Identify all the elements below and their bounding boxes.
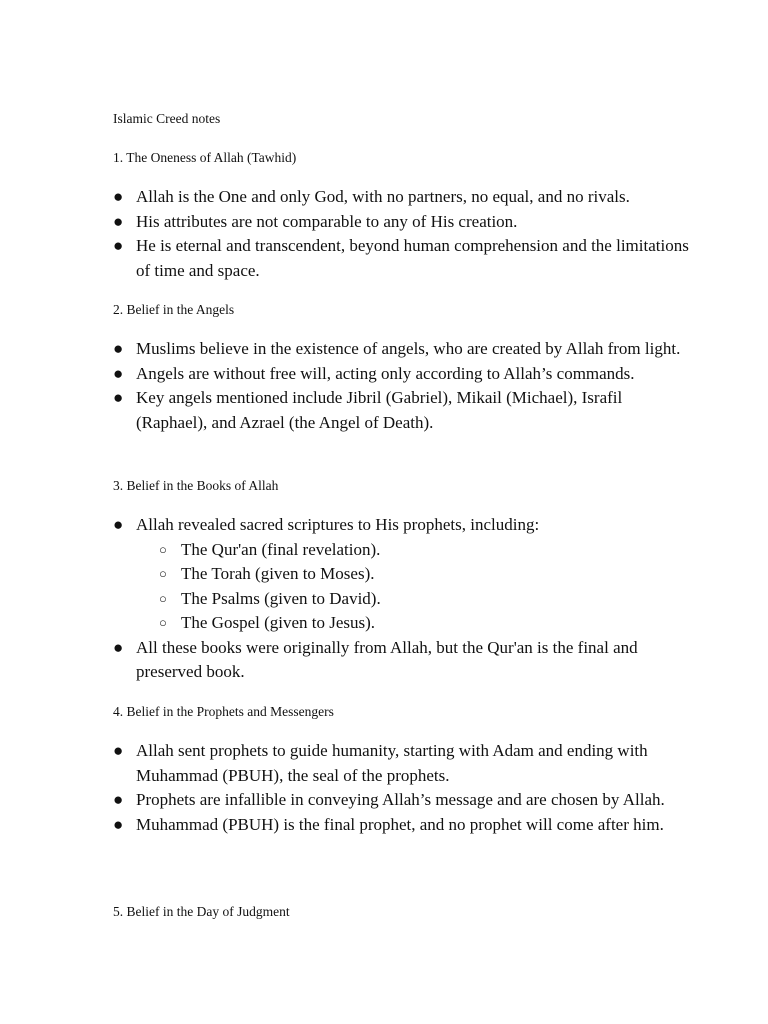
section-heading-books: 3. Belief in the Books of Allah — [113, 478, 279, 493]
list-item — [113, 337, 693, 362]
section-heading-judgment: 5. Belief in the Day of Judgment — [113, 904, 290, 919]
bullet-icon: ● — [113, 741, 124, 760]
bullet-icon: ● — [113, 814, 124, 834]
list-item-text: Angels are without free will, acting only according to Allah’s commands. — [136, 363, 635, 383]
list-item-text: Muslims believe in the existence of angels, who are created by Allah from light. — [136, 339, 681, 358]
list-item — [113, 739, 693, 788]
hollow-bullet-icon: ○ — [159, 566, 167, 581]
sublist-item-text: The Qur'an (final revelation). — [181, 539, 381, 559]
bullet-icon: ● — [113, 187, 124, 206]
section-list-angels — [113, 337, 693, 435]
list-item-text: Allah is the One and only God, with no partners, no equal, and no rivals. — [136, 187, 630, 206]
hollow-bullet-icon: ○ — [159, 541, 167, 557]
section-list-books — [113, 513, 693, 685]
list-item — [113, 234, 693, 283]
list-item-text: Muhammad (PBUH) is the final prophet, and no prophet will come after him. — [136, 814, 664, 834]
list-item-text: All these books were originally from Allah, but the Qur'an is the final and preserved book. — [136, 637, 638, 681]
sublist-item-text: The Torah (given to Moses). — [181, 564, 375, 583]
hollow-bullet-icon: ○ — [159, 590, 167, 606]
sublist-item — [136, 562, 693, 587]
books-sublist — [136, 538, 693, 636]
bullet-icon: ● — [113, 637, 124, 657]
list-item-text: His attributes are not comparable to any of His creation. — [136, 211, 518, 231]
list-item — [113, 185, 693, 210]
list-item-text: Key angels mentioned include Jibril (Gabriel), Mikail (Michael), Israfil (Raphael), and Azrael (the Angel of Death). — [136, 388, 623, 432]
sublist-item — [136, 611, 693, 636]
section-heading-prophets: 4. Belief in the Prophets and Messengers — [113, 704, 334, 719]
list-item-text: Prophets are infallible in conveying Allah’s message and are chosen by Allah. — [136, 790, 665, 809]
bullet-icon: ● — [113, 388, 124, 407]
list-item — [113, 386, 693, 435]
bullet-icon: ● — [113, 515, 124, 534]
bullet-icon: ● — [113, 236, 124, 255]
bullet-icon: ● — [113, 363, 124, 383]
list-item — [113, 362, 693, 387]
list-item — [113, 813, 693, 838]
section-list-oneness — [113, 185, 693, 283]
list-item — [113, 636, 693, 685]
hollow-bullet-icon: ○ — [159, 615, 167, 630]
list-item-text: Allah sent prophets to guide humanity, starting with Adam and ending with Muhammad (PBUH), the seal of the prophets. — [136, 741, 648, 785]
list-item — [113, 513, 693, 636]
document-title: Islamic Creed notes — [113, 111, 221, 126]
sublist-item — [136, 538, 693, 563]
section-heading-oneness: 1. The Oneness of Allah (Tawhid) — [113, 150, 297, 165]
list-item-text: Allah revealed sacred scriptures to His prophets, including: — [136, 515, 540, 534]
sublist-item-text: The Psalms (given to David). — [181, 588, 381, 608]
bullet-icon: ● — [113, 339, 124, 358]
list-item — [113, 788, 693, 813]
sublist-item — [136, 587, 693, 612]
bullet-icon: ● — [113, 790, 124, 809]
list-item — [113, 210, 693, 235]
bullet-icon: ● — [113, 211, 124, 231]
section-heading-angels: 2. Belief in the Angels — [113, 302, 235, 317]
sublist-item-text: The Gospel (given to Jesus). — [181, 613, 376, 632]
list-item-text: He is eternal and transcendent, beyond human comprehension and the limitations of time and space. — [136, 236, 689, 280]
section-list-prophets — [113, 739, 693, 837]
